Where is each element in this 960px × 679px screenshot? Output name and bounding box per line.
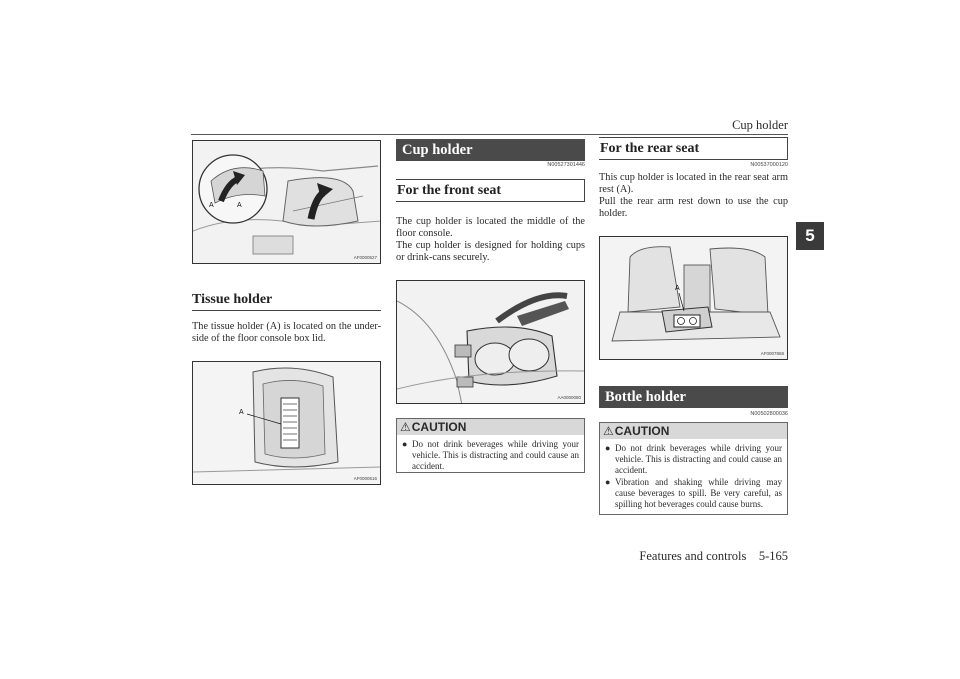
front-seat-text-2: The cup holder is designed for holding cups or drink-cans securely. <box>396 240 585 264</box>
front-cup-holder-figure <box>396 280 585 404</box>
caution-item-text: Vibration and shaking while driving may cause beverages to spill. Be very careful, as spilling hot beverages could cause burns. <box>615 476 782 510</box>
rear-armrest-illustration <box>600 237 788 360</box>
page-header-title: Cup holder <box>732 118 788 132</box>
warning-triangle-icon: ⚠ <box>603 424 614 438</box>
tissue-heading-rule <box>192 310 381 311</box>
console-box-illustration <box>193 141 381 264</box>
tissue-holder-figure <box>192 361 381 485</box>
figure-code: AA0000080 <box>557 395 581 400</box>
bullet-icon: ● <box>402 439 408 449</box>
figure-code: AF0000527 <box>353 255 377 260</box>
chapter-tab: 5 <box>796 222 824 250</box>
caution-box <box>599 422 788 515</box>
rear-seat-heading: For the rear seat <box>600 141 700 156</box>
console-box-figure <box>192 140 381 264</box>
caution-title: CAUTION <box>411 420 467 434</box>
reference-code: N00527301446 <box>547 162 585 168</box>
tissue-holder-heading: Tissue holder <box>192 292 273 307</box>
tissue-holder-illustration <box>193 362 381 485</box>
caution-box <box>396 418 585 473</box>
caution-item-text: Do not drink beverages while driving your vehicle. This is distracting and could cause an accident. <box>412 439 579 472</box>
caution-item <box>402 439 579 473</box>
cup-holder-heading: Cup holder <box>396 139 585 161</box>
front-seat-heading: For the front seat <box>397 183 502 198</box>
rear-seat-text-1: This cup holder is located in the rear seat arm rest (A). <box>599 172 788 196</box>
figure-code: AF0007868 <box>760 351 784 356</box>
fig2-label-a: A <box>239 409 244 416</box>
header-rule <box>191 134 788 135</box>
caution-header <box>600 423 787 439</box>
front-seat-text-1: The cup holder is located the middle of the floor console. <box>396 216 585 240</box>
front-cup-holder-illustration <box>397 281 585 404</box>
caution-body <box>397 435 584 478</box>
figure-code: AF0000516 <box>353 476 377 481</box>
caution-body <box>600 439 787 515</box>
page-footer: Features and controls 5-165 <box>639 549 788 563</box>
caution-title: CAUTION <box>614 424 670 438</box>
warning-triangle-icon: ⚠ <box>400 420 411 434</box>
caution-item-text: Do not drink beverages while driving your vehicle. This is distracting and could cause an accident. <box>615 443 782 476</box>
bullet-icon: ● <box>605 476 611 487</box>
rear-seat-text-2: Pull the rear arm rest down to use the cup holder. <box>599 196 788 220</box>
reference-code: N00537000120 <box>750 162 788 168</box>
front-seat-heading-rule <box>396 201 585 202</box>
rear-armrest-figure <box>599 236 788 360</box>
reference-code: N00502800036 <box>750 411 788 417</box>
fig1-label-a: A <box>209 202 214 209</box>
caution-header <box>397 419 584 435</box>
rear-seat-heading-rule <box>599 159 788 160</box>
bottle-holder-heading: Bottle holder <box>599 386 788 408</box>
fig1-label-a-2: A <box>237 202 242 209</box>
tissue-holder-text: The tissue holder (A) is located on the under-side of the floor console box lid. <box>192 321 381 345</box>
bullet-icon: ● <box>605 443 611 453</box>
caution-item <box>605 477 782 511</box>
caution-item <box>605 443 782 477</box>
fig3-label-a: A <box>675 285 680 292</box>
